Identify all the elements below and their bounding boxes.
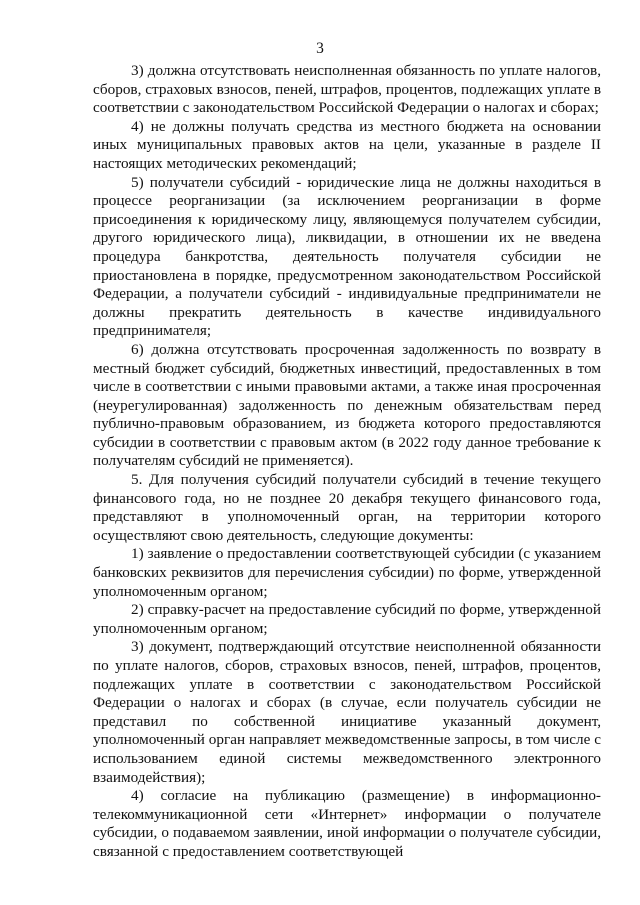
paragraph-doc-3-tax-certificate: 3) документ, подтверждающий отсутствие неисполненной обязанности по уплате налогов, сборов, страховых взносов, пеней, штрафов, процентов, подлежащих уплате в соответствии с законодательством Российской Федерации о налогах и сборах (в случае, если получатель субсидии не представил по собственной инициативе указанный документ, уполномоченный орган направляет межведомственные запросы, в том числе с использованием единой системы межведомственного электронного взаимодействия); xyxy=(93,638,601,786)
document-body xyxy=(93,62,601,862)
paragraph-item-3-no-tax-debt: 3) должна отсутствовать неисполненная обязанность по уплате налогов, сборов, страховых взносов, пеней, штрафов, процентов, подлежащих уплате в соответствии с законодательством Российской Федерации о налогах и сборах; xyxy=(93,62,601,117)
paragraph-item-6-no-overdue-debt: 6) должна отсутствовать просроченная задолженность по возврату в местный бюджет субсидий, бюджетных инвестиций, предоставленных в том числе в соответствии с иными правовыми актами, а также иная просроченная (неурегулированная) задолженность по денежным обязательствам перед публично-правовым образованием, из бюджета которого предоставляются субсидии в соответствии с правовым актом (в 2022 году данное требование к получателям субсидий не применяется). xyxy=(93,340,601,470)
paragraph-doc-1-application: 1) заявление о предоставлении соответствующей субсидии (с указанием банковских реквизитов для перечисления субсидии) по форме, утвержденной уполномоченным органом; xyxy=(93,545,601,600)
paragraph-item-5-no-reorganization: 5) получатели субсидий - юридические лица не должны находиться в процессе реорганизации (за исключением реорганизации в форме присоединения к юридическому лицу, являющемуся получателем субсидии, другого юридического лица), ликвидации, в отношении их не введена процедура банкротства, деятельность получателя субсидии не приостановлена в порядке, предусмотренном законодательством Российской Федерации, а получатели субсидий - индивидуальные предприниматели не должны прекратить деятельность в качестве индивидуального предпринимателя; xyxy=(93,173,601,340)
paragraph-section-5-documents: 5. Для получения субсидий получатели субсидий в течение текущего финансового года, но не позднее 20 декабря текущего финансового года, представляют в уполномоченный орган, на территории которого осуществляют свою деятельность, следующие документы: xyxy=(93,471,601,544)
paragraph-doc-4-publication-consent: 4) согласие на публикацию (размещение) в информационно-телекоммуникационной сети «Интернет» информации о получателе субсидии, о подаваемом заявлении, иной информации о получателе субсидии, связанной с предоставлением соответствующей xyxy=(93,787,601,860)
paragraph-item-4-no-other-funding: 4) не должны получать средства из местного бюджета на основании иных муниципальных правовых актов на цели, указанные в разделе II настоящих методических рекомендаций; xyxy=(93,117,601,172)
paragraph-doc-2-calculation: 2) справку-расчет на предоставление субсидий по форме, утвержденной уполномоченным органом; xyxy=(93,601,601,637)
page-number: 3 xyxy=(316,40,324,57)
